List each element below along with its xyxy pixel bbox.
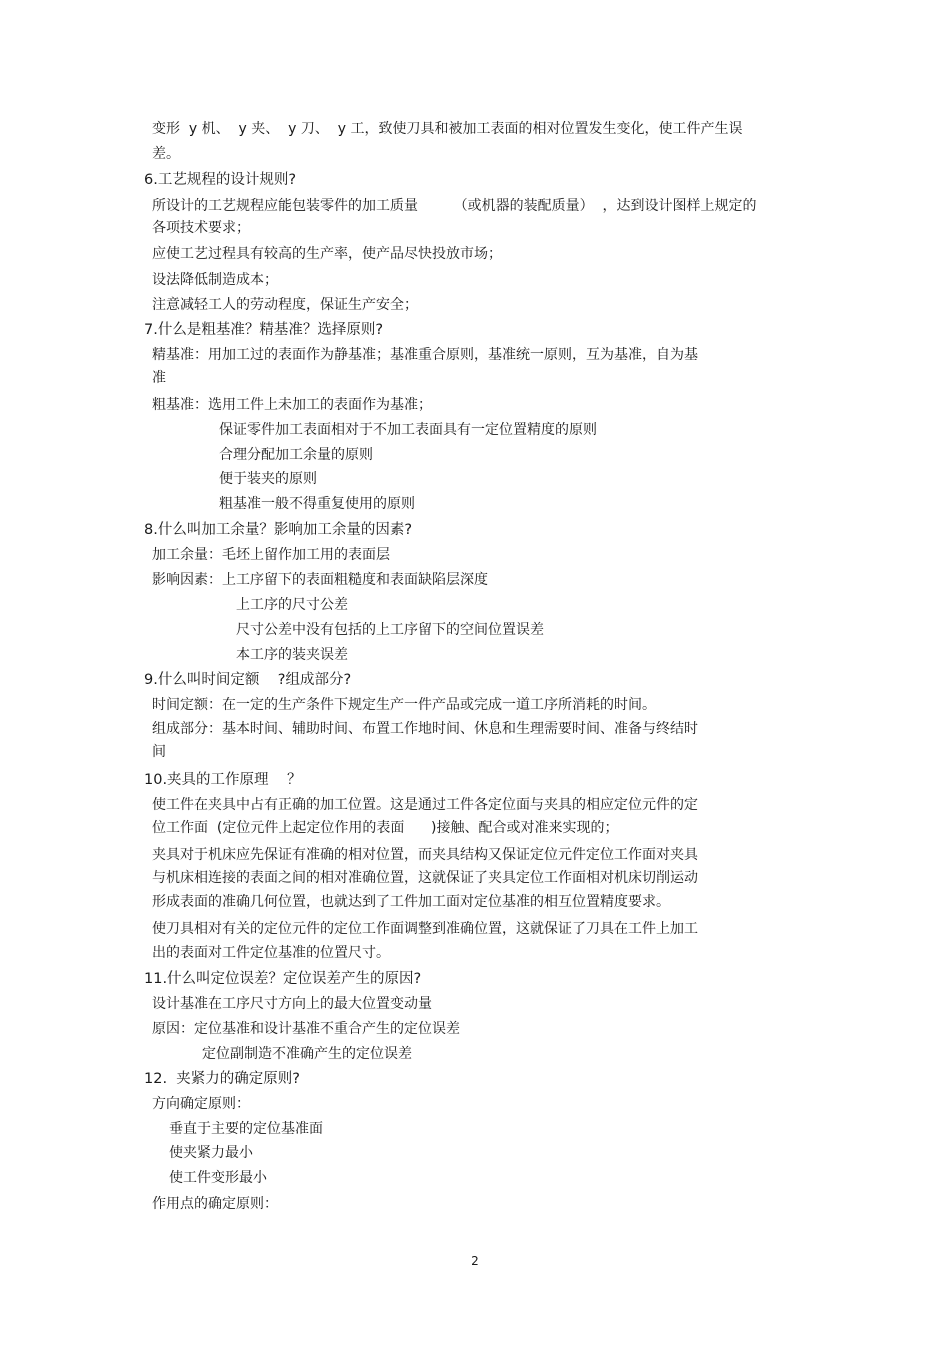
question-heading: 12. 夹紧力的确定原则?	[144, 1071, 300, 1087]
text-line: 出的表面对工件定位基准的位置尺寸。	[152, 945, 390, 961]
page-number: 2	[471, 1254, 479, 1268]
text-line: 变形 y 机、 y 夹、 y 刀、 y 工，致使刀具和被加工表面的相对位置发生变化，使工件产生误	[152, 121, 743, 137]
text-line: 形成表面的准确几何位置，也就达到了工件加工面对定位基准的相互位置精度要求。	[152, 894, 670, 910]
text-line: 影响因素：上工序留下的表面粗糙度和表面缺陷层深度	[152, 572, 488, 588]
text-line: 应使工艺过程具有较高的生产率，使产品尽快投放市场；	[152, 246, 502, 262]
text-line: 使刀具相对有关的定位元件的定位工作面调整到准确位置，这就保证了刀具在工件上加工	[152, 921, 698, 937]
question-heading: 11.什么叫定位误差？定位误差产生的原因?	[144, 971, 422, 987]
text-line: 设计基准在工序尺寸方向上的最大位置变动量	[152, 996, 432, 1012]
text-line: 时间定额：在一定的生产条件下规定生产一件产品或完成一道工序所消耗的时间。	[152, 697, 656, 713]
text-line: 设法降低制造成本；	[152, 272, 278, 288]
text-line: 粗基准：选用工件上未加工的表面作为基准；	[152, 397, 432, 413]
text-line: 作用点的确定原则：	[152, 1196, 278, 1212]
text-line: 所设计的工艺规程应能包装零件的加工质量 （或机器的装配质量） ，达到设计图样上规定的	[152, 198, 757, 214]
text-line: 使工件在夹具中占有正确的加工位置。这是通过工件各定位面与夹具的相应定位元件的定	[152, 797, 698, 813]
text-line: 组成部分：基本时间、辅助时间、布置工作地时间、休息和生理需要时间、准备与终结时	[152, 721, 698, 737]
list-item: 尺寸公差中没有包括的上工序留下的空间位置误差	[236, 622, 544, 638]
text-line: 加工余量：毛坯上留作加工用的表面层	[152, 547, 390, 563]
list-item: 使夹紧力最小	[169, 1145, 253, 1161]
list-item: 上工序的尺寸公差	[236, 597, 348, 613]
list-item: 粗基准一般不得重复使用的原则	[219, 496, 415, 512]
text-line: 位工作面 (定位元件上起定位作用的表面 )接触、配合或对准来实现的；	[152, 820, 619, 836]
list-item: 合理分配加工余量的原则	[219, 447, 373, 463]
text-line: 夹具对于机床应先保证有准确的相对位置，而夹具结构又保证定位元件定位工作面对夹具	[152, 847, 698, 863]
text-line: 间	[152, 744, 166, 760]
question-heading: 10.夹具的工作原理 ？	[144, 772, 302, 788]
text-line: 方向确定原则：	[152, 1096, 250, 1112]
text-line: 与机床相连接的表面之间的相对准确位置，这就保证了夹具定位工作面相对机床切削运动	[152, 870, 698, 886]
list-item: 垂直于主要的定位基准面	[169, 1121, 323, 1137]
question-heading: 9.什么叫时间定额 ?组成部分?	[144, 672, 352, 688]
list-item: 保证零件加工表面相对于不加工表面具有一定位置精度的原则	[219, 422, 597, 438]
list-item: 使工件变形最小	[169, 1170, 267, 1186]
text-line: 准	[152, 370, 166, 386]
text-line: 精基准：用加工过的表面作为静基准；基准重合原则，基准统一原则，互为基准，自为基	[152, 347, 698, 363]
question-heading: 7.什么是粗基准？精基准？选择原则?	[144, 322, 384, 338]
text-line: 差。	[152, 146, 180, 162]
list-item: 本工序的装夹误差	[236, 647, 348, 663]
list-item: 便于装夹的原则	[219, 471, 317, 487]
text-line: 原因：定位基准和设计基准不重合产生的定位误差	[152, 1021, 460, 1037]
question-heading: 6.工艺规程的设计规则?	[144, 172, 297, 188]
text-line: 各项技术要求；	[152, 220, 250, 236]
question-heading: 8.什么叫加工余量？影响加工余量的因素?	[144, 522, 413, 538]
list-item: 定位副制造不准确产生的定位误差	[202, 1046, 412, 1062]
text-line: 注意减轻工人的劳动程度，保证生产安全；	[152, 297, 418, 313]
